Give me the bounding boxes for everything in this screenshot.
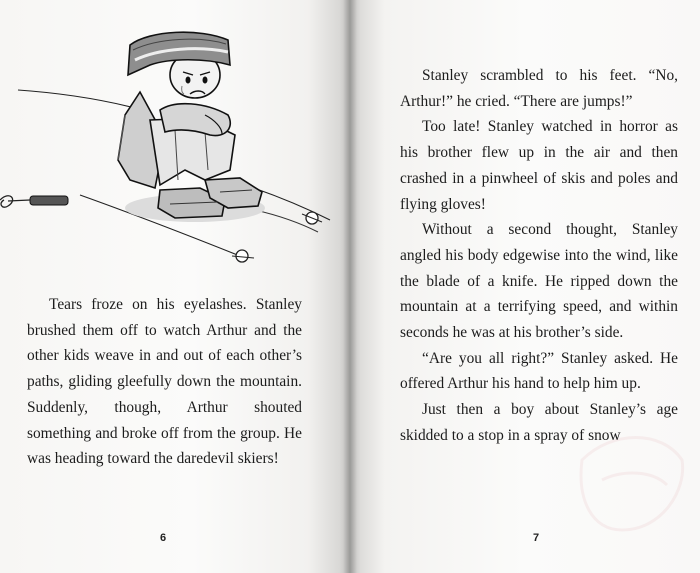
paragraph: Just then a boy about Stanley’s age skidded to a stop in a spray of snow — [400, 401, 678, 444]
right-page-text — [400, 63, 678, 449]
stanley-figure — [118, 32, 262, 218]
page-number-right: 7 — [533, 532, 540, 544]
stanley-sitting-in-snow-illustration — [0, 20, 350, 270]
ski-pole-icon — [0, 196, 68, 207]
book-gutter-shadow — [343, 0, 357, 573]
paragraph: Without a second thought, Stanley angled his body edgewise into the wind, like the blade of a knife. He ripped down the mountain at a terrifying speed, and within seconds he was at his brother’s side. — [400, 221, 678, 342]
left-page-text — [27, 292, 302, 472]
paragraph: “Are you all right?” Stanley asked. He offered Arthur his hand to help him up. — [400, 349, 678, 393]
paragraph: Too late! Stanley watched in horror as his brother flew up in the air and then crashed in a pinwheel of skis and poles and flying gloves! — [400, 118, 678, 213]
page-number-left: 6 — [160, 532, 167, 544]
right-page — [350, 0, 700, 573]
paragraph: Stanley scrambled to his feet. “No, Arthur!” he cried. “There are jumps!” — [400, 67, 678, 110]
paragraph: Tears froze on his eyelashes. Stanley brushed them off to watch Arthur and the other kids weave in and out of each other’s paths, gliding gleefully down the mountain. Suddenly, though, Arthur shouted something and broke off from the group. He was heading toward the daredevil skiers! — [27, 296, 302, 468]
